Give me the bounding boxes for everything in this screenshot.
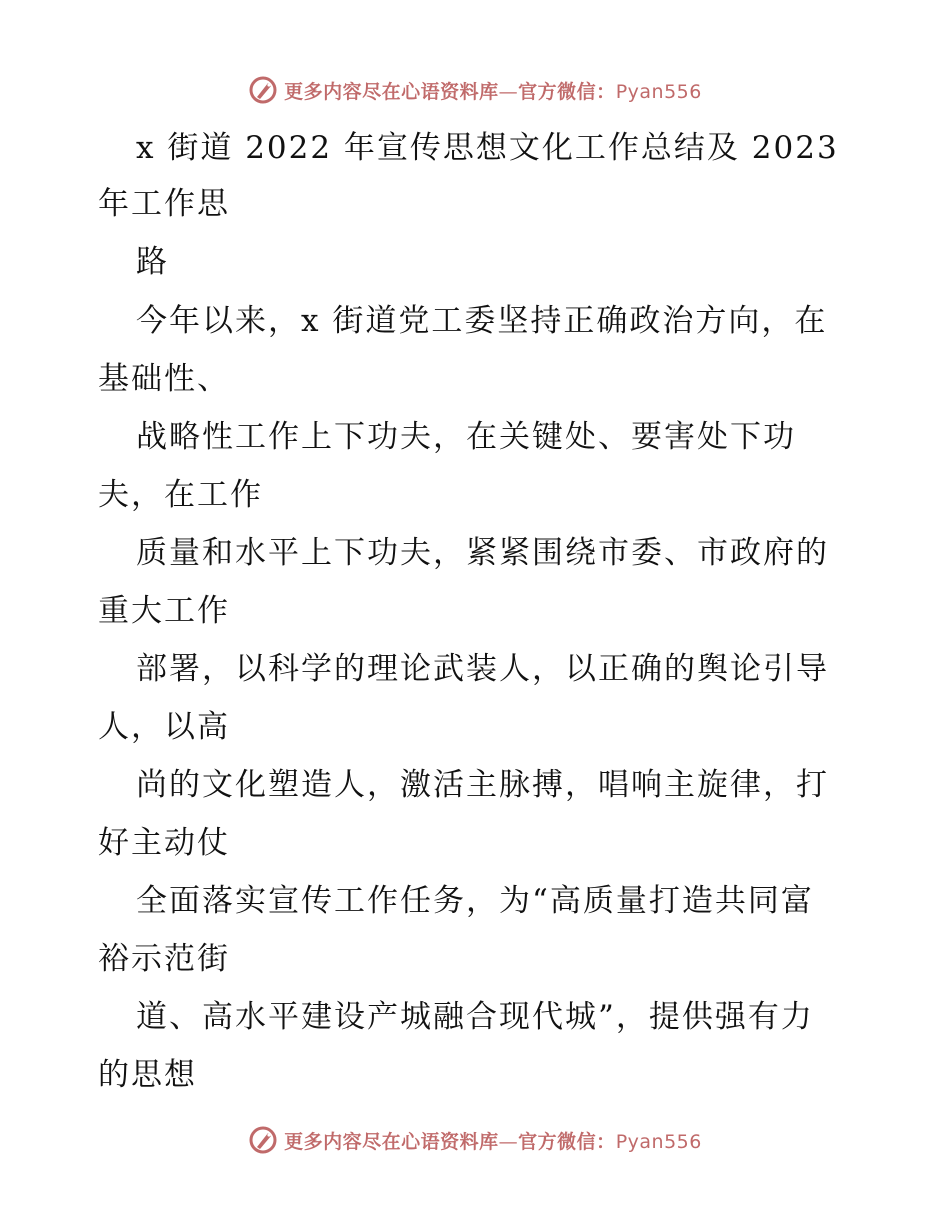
paragraph-line: 今年以来，x 街道党工委坚持正确政治方向，在 — [136, 303, 828, 339]
watermark-wechat-id: Pyan556 — [615, 1130, 702, 1153]
watermark-text — [284, 77, 702, 104]
watermark-main-text: 更多内容尽在心语资料库 — [284, 80, 499, 103]
paragraph-line: 基础性、 — [98, 361, 230, 397]
paragraph-line: 战略性工作上下功夫，在关键处、要害处下功 — [136, 419, 796, 455]
watermark-separator: — — [498, 80, 519, 103]
document-title-line: 年工作思 — [98, 186, 230, 222]
document-title-line: x 街道 2022 年宣传思想文化工作总结及 2023 — [136, 130, 839, 166]
pen-nib-circle-icon — [248, 1125, 278, 1155]
paragraph-line: 尚的文化塑造人，激活主脉搏，唱响主旋律，打 — [136, 767, 829, 803]
paragraph-line: 全面落实宣传工作任务，为“高质量打造共同富 — [136, 883, 814, 919]
watermark-separator: — — [498, 1130, 519, 1153]
paragraph-line: 夫，在工作 — [98, 477, 263, 513]
watermark-official-label: 官方微信： — [518, 80, 616, 103]
watermark-text — [284, 1127, 702, 1154]
paragraph-line: 人，以高 — [98, 709, 230, 745]
document-title-line: 路 — [136, 244, 169, 280]
paragraph-line: 质量和水平上下功夫，紧紧围绕市委、市政府的 — [136, 535, 829, 571]
footer-watermark — [0, 1120, 950, 1160]
header-watermark — [0, 70, 950, 110]
paragraph-line: 重大工作 — [98, 593, 230, 629]
watermark-official-label: 官方微信： — [518, 1130, 616, 1153]
pen-nib-circle-icon — [248, 75, 278, 105]
paragraph-line: 的思想 — [98, 1057, 197, 1093]
watermark-wechat-id: Pyan556 — [615, 80, 702, 103]
paragraph-line: 裕示范街 — [98, 941, 230, 977]
paragraph-line: 道、高水平建设产城融合现代城”，提供强有力 — [136, 999, 814, 1035]
watermark-main-text: 更多内容尽在心语资料库 — [284, 1130, 499, 1153]
paragraph-line: 好主动仗 — [98, 825, 230, 861]
paragraph-line: 部署，以科学的理论武装人，以正确的舆论引导 — [136, 651, 829, 687]
